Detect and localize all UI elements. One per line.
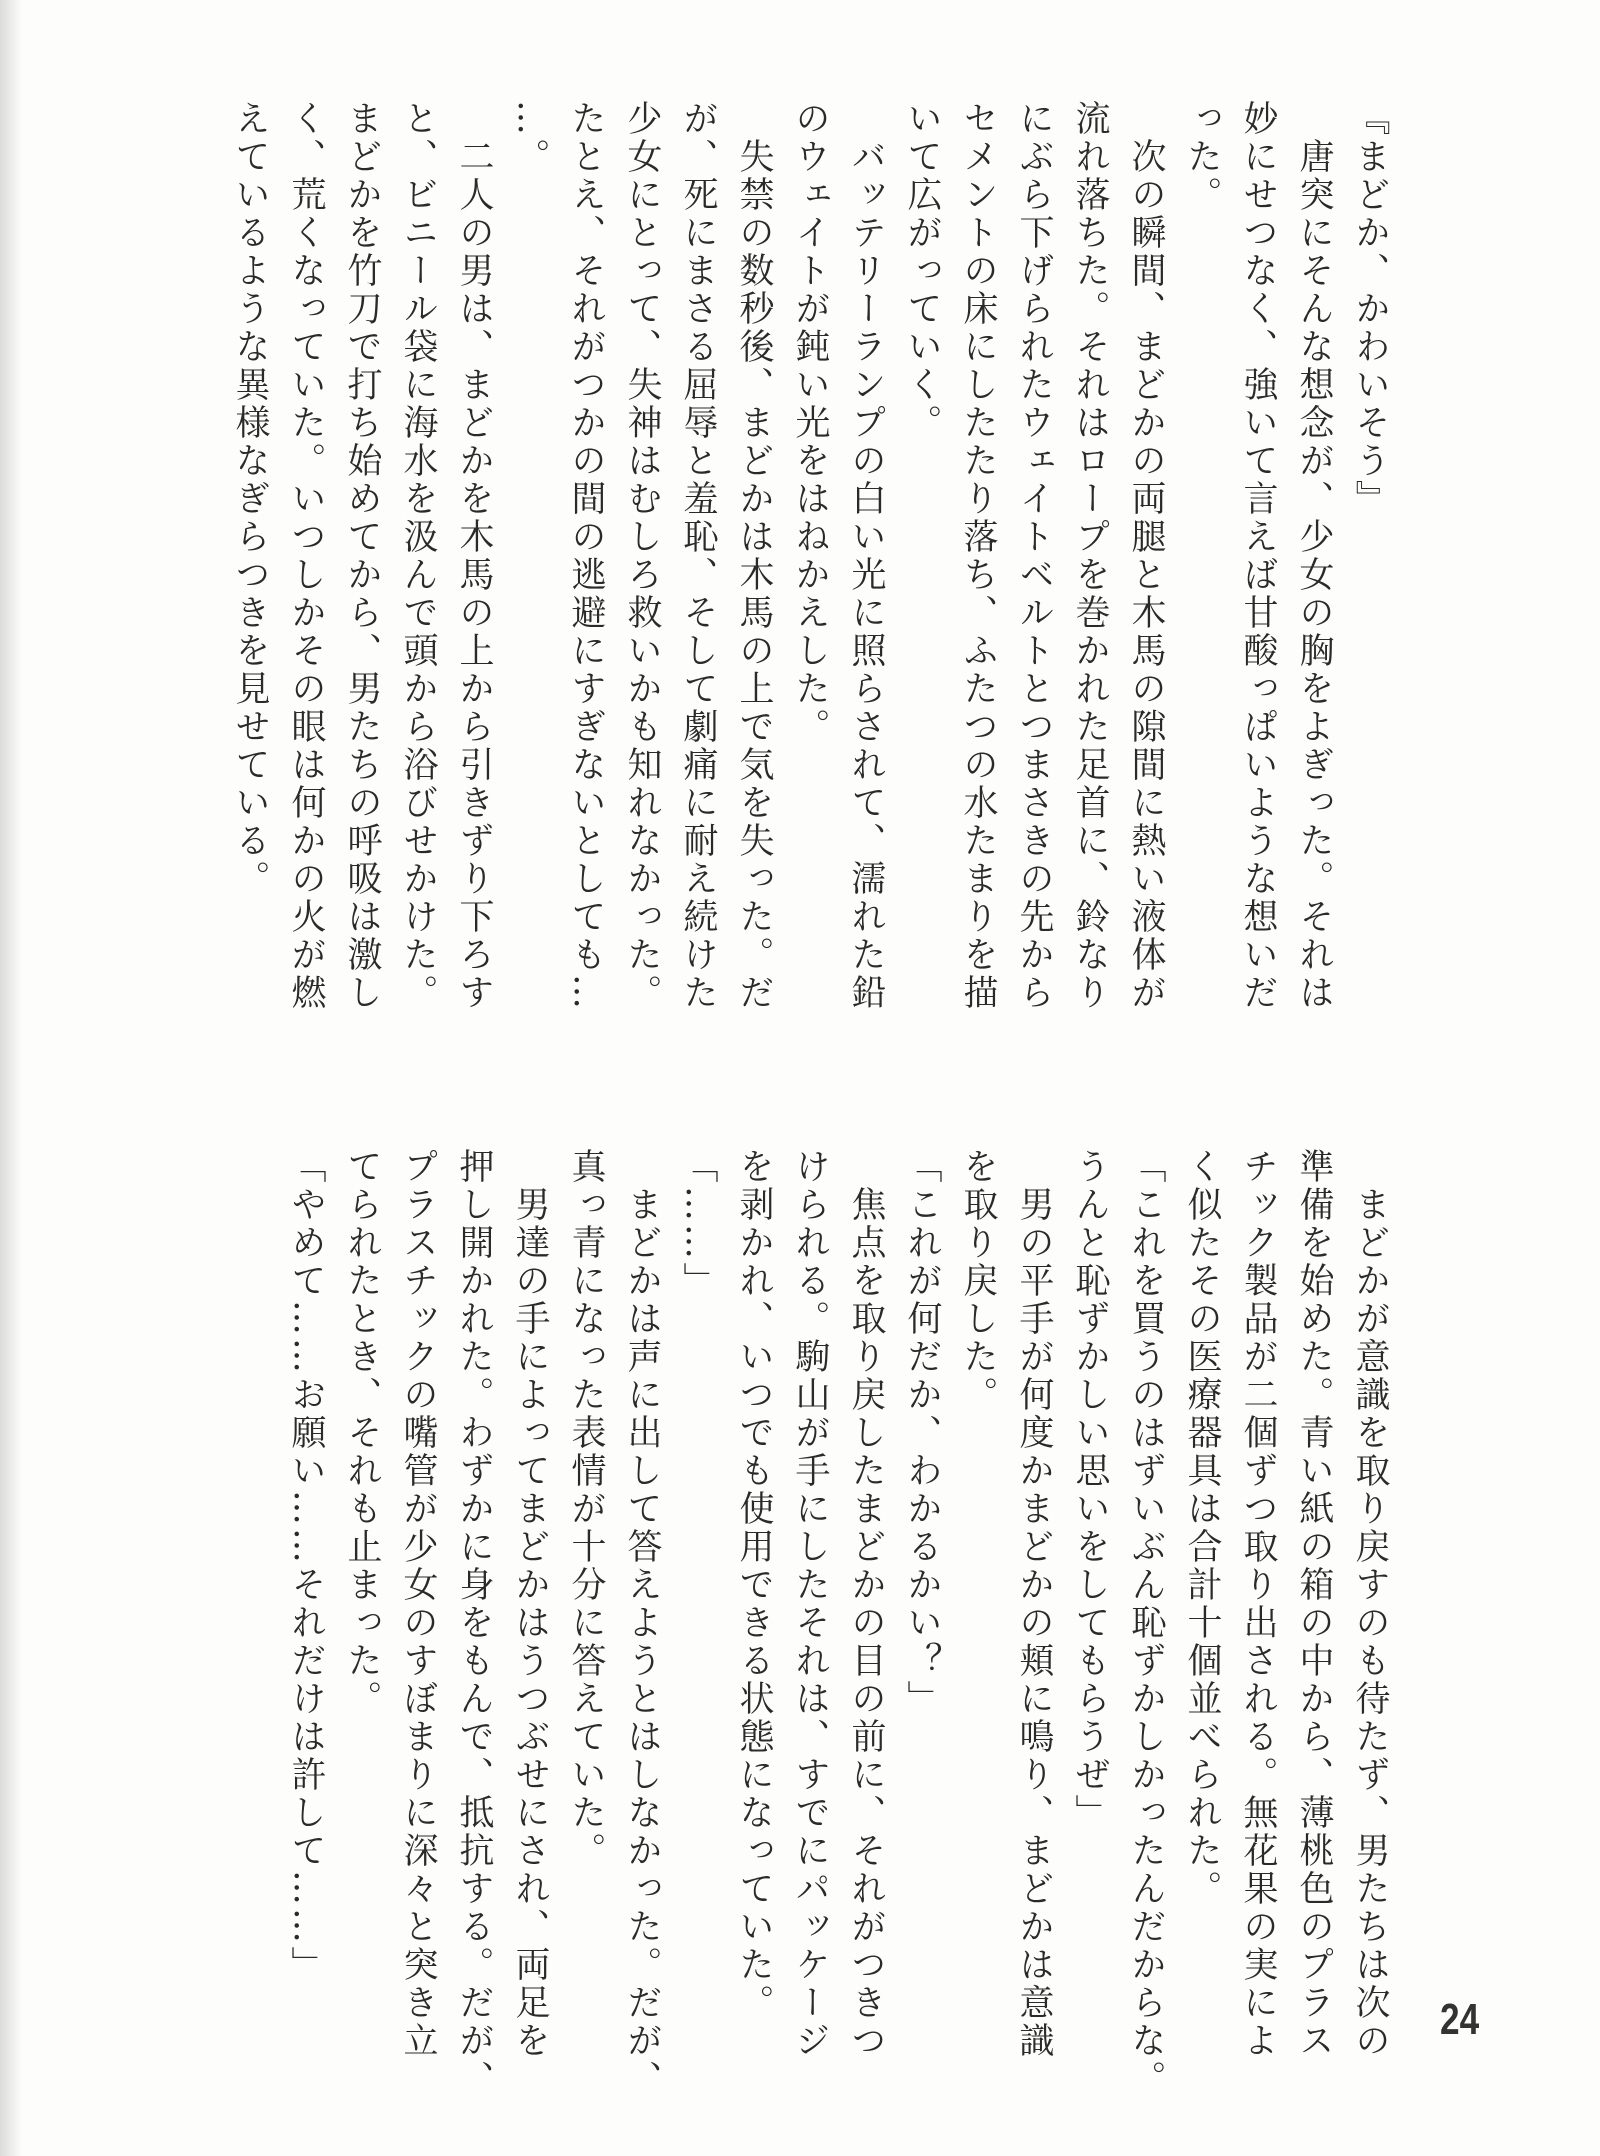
text-column: 男の平手が何度かまどかの頬に鳴り、まどかは意識 <box>1014 1148 1054 2060</box>
text-column: 「……」 <box>678 1148 718 1300</box>
text-column: けられる。駒山が手にしたそれは、すでにパッケージ <box>790 1148 830 2060</box>
text-column: にぶら下げられたウェイトベルトとつまさきの先から <box>1014 100 1054 1012</box>
text-block-bottom <box>278 1148 1398 2098</box>
text-column: うんと恥ずかしい思いをしてもらうぜ」 <box>1070 1148 1110 1832</box>
text-column: セメントの床にしたたり落ち、ふたつの水たまりを描 <box>958 100 998 1012</box>
text-column: 唐突にそんな想念が、少女の胸をよぎった。それは <box>1294 100 1334 1012</box>
text-column: プラスチックの嘴管が少女のすぼまりに深々と突き立 <box>398 1148 438 2060</box>
text-column: 二人の男は、まどかを木馬の上から引きずり下ろす <box>454 100 494 1012</box>
text-column: 男達の手によってまどかはうつぶせにされ、両足を <box>510 1148 550 2060</box>
text-column: を剥かれ、いつでも使用できる状態になっていた。 <box>734 1148 774 2022</box>
text-column: った。 <box>1182 100 1222 214</box>
text-column: を取り戻した。 <box>958 1148 998 1414</box>
text-column: 真っ青になった表情が十分に答えていた。 <box>566 1148 606 1870</box>
text-column: えているような異様なぎらつきを見せている。 <box>230 100 270 898</box>
text-block-top <box>222 100 1398 1020</box>
text-column: まどかは声に出して答えようとはしなかった。だが、 <box>622 1148 662 2098</box>
text-column: 少女にとって、失神はむしろ救いかも知れなかった。 <box>622 100 662 1012</box>
text-column: 「やめて……お願い……それだけは許して……」 <box>286 1148 326 1984</box>
text-column: が、死にまさる屈辱と羞恥、そして劇痛に耐え続けた <box>678 100 718 1012</box>
text-column: のウェイトが鈍い光をはねかえした。 <box>790 100 830 746</box>
text-column: 「これが何だか、わかるかい？」 <box>902 1148 942 1718</box>
text-column: チック製品が二個ずつ取り出される。無花果の実によ <box>1238 1148 1278 2060</box>
text-column: く似たその医療器具は合計十個並べられた。 <box>1182 1148 1222 1908</box>
page-number: 24 <box>1440 1995 1480 2044</box>
text-column: てられたとき、それも止まった。 <box>342 1148 382 1718</box>
text-column: …。 <box>510 100 550 176</box>
text-column: 焦点を取り戻したまどかの目の前に、それがつきつ <box>846 1148 886 2060</box>
text-column: 流れ落ちた。それはロープを巻かれた足首に、鈴なり <box>1070 100 1110 1012</box>
text-column: いて広がっていく。 <box>902 100 942 442</box>
text-column: 押し開かれた。わずかに身をもんで、抵抗する。だが、 <box>454 1148 494 2098</box>
text-column: 次の瞬間、まどかの両腿と木馬の隙間に熱い液体が <box>1126 100 1166 1012</box>
text-column: 妙にせつなく、強いて言えば甘酸っぱいような想いだ <box>1238 100 1278 1012</box>
text-column: たとえ、それがつかの間の逃避にすぎないとしても… <box>566 100 606 1012</box>
text-column: まどかが意識を取り戻すのも待たず、男たちは次の <box>1350 1148 1390 2060</box>
text-column: く、荒くなっていた。いつしかその眼は何かの火が燃 <box>286 100 326 1012</box>
text-column: 「これを買うのはずいぶん恥ずかしかったんだからな。 <box>1126 1148 1166 2098</box>
text-column: 『まどか、かわいそう』 <box>1350 100 1390 518</box>
text-column: バッテリーランプの白い光に照らされて、濡れた鉛 <box>846 100 886 1012</box>
text-column: 失禁の数秒後、まどかは木馬の上で気を失った。だ <box>734 100 774 1012</box>
page-binding-edge <box>0 0 22 2156</box>
text-column: まどかを竹刀で打ち始めてから、男たちの呼吸は激し <box>342 100 382 1012</box>
text-column: と、ビニール袋に海水を汲んで頭から浴びせかけた。 <box>398 100 438 1012</box>
text-column: 準備を始めた。青い紙の箱の中から、薄桃色のプラス <box>1294 1148 1334 2060</box>
